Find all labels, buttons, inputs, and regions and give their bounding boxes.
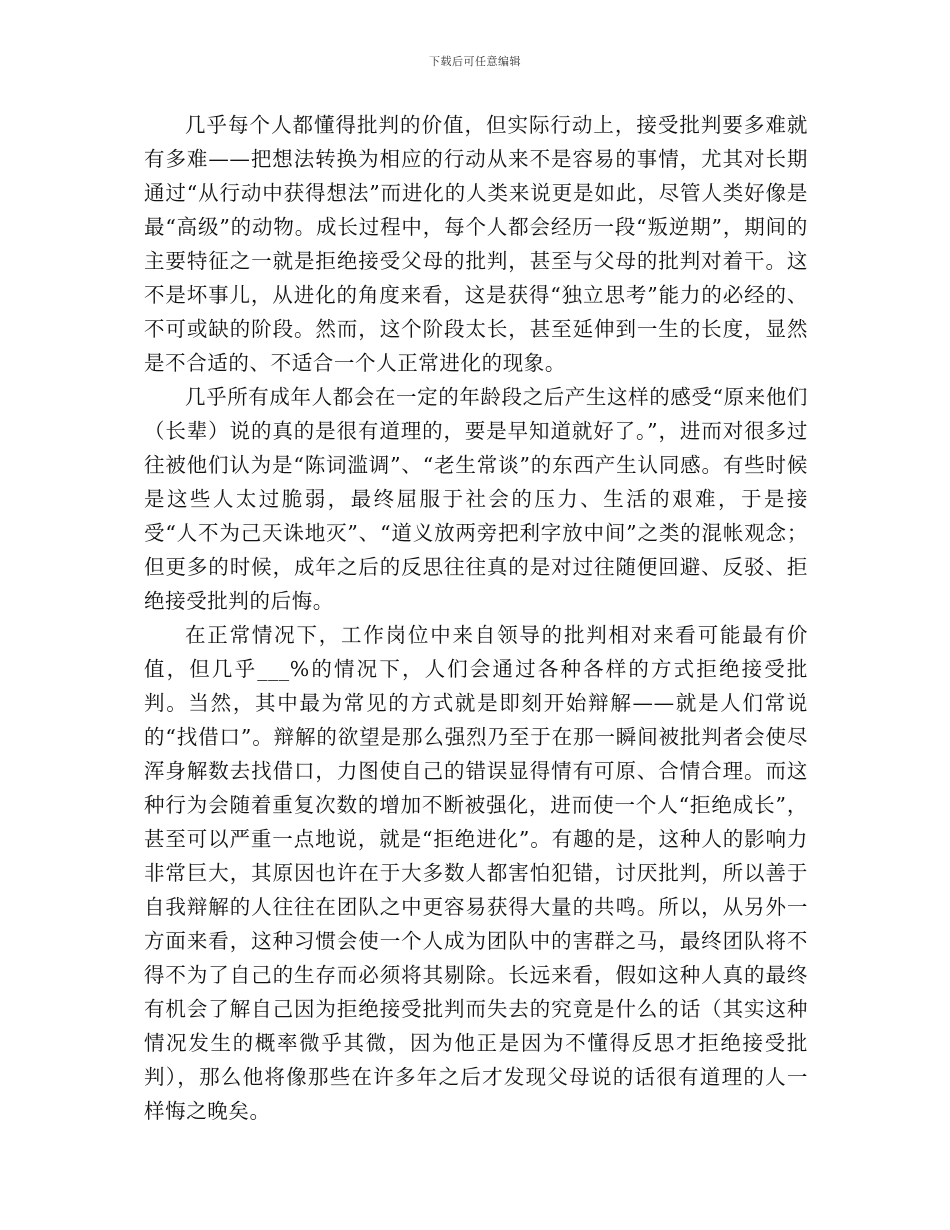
paragraph-2: 几乎所有成年人都会在一定的年龄段之后产生这样的感受“原来他们（长辈）说的真的是很有道理的，要是早知道就好了。”，进而对很多过往被他们认为是“陈词滥调”、“老生常谈”的东西产生认同感。有些时候是这些人太过脆弱，最终屈服于社会的压力、生活的艰难，于是接受“人不为己天诛地灭”、“道义放两旁把利字放中间”之类的混帐观念；但更多的时候，成年之后的反思往往真的是对过往随便回避、反驳、拒绝接受批判的后悔。 (144, 385, 808, 613)
document-body (144, 108, 808, 1128)
page-header: 下载后可任意编辑 (429, 55, 521, 68)
paragraph-1: 几乎每个人都懂得批判的价值，但实际行动上，接受批判要多难就有多难——把想法转换为相应的行动从来不是容易的事情，尤其对长期通过“从行动中获得想法”而进化的人类来说更是如此，尽管人类好像是最“高级”的动物。成长过程中，每个人都会经历一段“叛逆期”，期间的主要特征之一就是拒绝接受父母的批判，甚至与父母的批判对着干。这不是坏事儿，从进化的角度来看，这是获得“独立思考”能力的必经的、不可或缺的阶段。然而，这个阶段太长，甚至延伸到一生的长度，显然是不合适的、不适合一个人正常进化的现象。 (144, 113, 808, 375)
paragraph-3: 在正常情况下，工作岗位中来自领导的批判相对来看可能最有价值，但几乎___%的情况下，人们会通过各种各样的方式拒绝接受批判。当然，其中最为常见的方式就是即刻开始辩解——就是人们常说的“找借口”。辩解的欲望是那么强烈乃至于在那一瞬间被批判者会使尽浑身解数去找借口，力图使自己的错误显得情有可原、合情合理。而这种行为会随着重复次数的增加不断被强化，进而使一个人“拒绝成长”，甚至可以严重一点地说，就是“拒绝进化”。有趣的是，这种人的影响力非常巨大，其原因也许在于大多数人都害怕犯错，讨厌批判，所以善于自我辩解的人往往在团队之中更容易获得大量的共鸣。所以，从另外一方面来看，这种习惯会使一个人成为团队中的害群之马，最终团队将不得不为了自己的生存而必须将其剔除。长远来看，假如这种人真的最终有机会了解自己因为拒绝接受批判而失去的究竟是什么的话（其实这种情况发生的概率微乎其微，因为他正是因为不懂得反思才拒绝接受批判），那么他将像那些在许多年之后才发现父母说的话很有道理的人一样悔之晚矣。 (144, 623, 808, 1123)
